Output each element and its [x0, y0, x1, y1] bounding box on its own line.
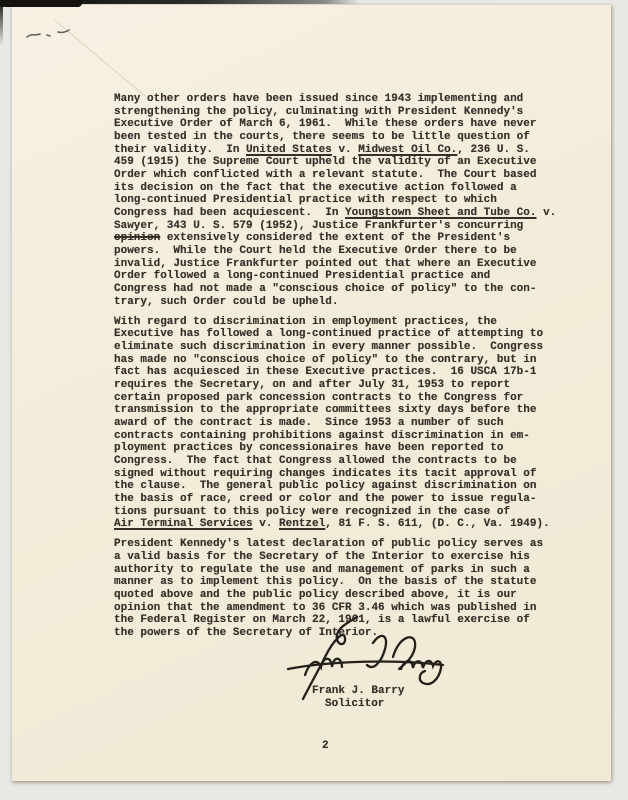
text-line: opinion extensively considered the extent of the President's	[114, 232, 511, 245]
text-line: their validity. In United States v. Midwest Oil Co., 236 U. S.	[114, 143, 530, 156]
text-line: Congress. The fact that Congress allowed the contracts to be	[114, 454, 517, 467]
text-line: opinion that the amendment to 36 CFR 3.46 which was published in	[114, 601, 537, 614]
text-line: certain proposed park concession contracts to the Congress for	[114, 391, 524, 404]
text-line: the powers of the Secretary of Interior.	[114, 626, 379, 639]
text-line: has made no "conscious choice of policy" to the contrary, but in	[114, 353, 537, 366]
ink-smudge	[25, 27, 77, 45]
text-line: Executive has followed a long-continued practice of attempting to	[114, 328, 544, 341]
paragraph-1	[114, 93, 566, 308]
text-line: the basis of race, creed or color and the power to issue regula-	[114, 492, 537, 505]
text-line: authority to regulate the use and management of parks in such a	[114, 563, 530, 576]
text-line: fact has acquiesced in these Executive practices. 16 USCA 17b-1	[114, 366, 537, 379]
text-line: Congress had been acquiescent. In Youngstown Sheet and Tube Co. v.	[114, 206, 557, 219]
text-line: ployment practices by concessionaires have been reported to	[114, 442, 504, 455]
paragraph-2	[114, 316, 566, 531]
signatory-name: Frank J. Barry	[312, 685, 405, 697]
text-line: signed without requiring changes indicates its tacit approval of	[114, 467, 537, 480]
text-line: Many other orders have been issued since 1943 implementing and	[114, 93, 524, 105]
text-line: contracts containing prohibitions against discrimination in em-	[114, 429, 530, 442]
text-line: Sawyer, 343 U. S. 579 (1952), Justice Frankfurter's concurring	[114, 219, 524, 232]
document-page	[12, 5, 611, 781]
text-line: the Federal Register on March 22, 1961, is a lawful exercise of	[114, 614, 530, 627]
text-line: award of the contract is made. Since 1953 a number of such	[114, 416, 504, 429]
text-line: trary, such Order could be upheld.	[114, 295, 339, 308]
text-line: Order followed a long-continued Presidential practice and	[114, 270, 491, 283]
text-line: requires the Secretary, on and after July 31, 1953 to report	[114, 378, 511, 391]
text-line: invalid, Justice Frankfurter pointed out that where an Executive	[114, 257, 537, 270]
text-line: Air Terminal Services v. Rentzel, 81 F. S. 611, (D. C., Va. 1949).	[114, 518, 550, 531]
text-line: With regard to discrimination in employment practices, the	[114, 315, 497, 328]
text-line: President Kennedy's latest declaration of public policy serves as	[114, 538, 544, 551]
text-line: tions pursuant to this policy were recognized in the case of	[114, 505, 511, 518]
scan-edge-corner	[0, 0, 82, 7]
text-line: manner as to implement this policy. On the basis of the statute	[114, 576, 537, 589]
text-line: 459 (1915) the Supreme Court upheld the validity of an Executive	[114, 156, 537, 169]
page-number: 2	[322, 740, 329, 752]
body-text	[114, 93, 566, 640]
scan-edge-left	[0, 0, 3, 46]
text-line: transmission to the appropriate committees sixty days before the	[114, 404, 537, 417]
text-line: powers. While the Court held the Executive Order there to be	[114, 244, 517, 257]
text-line: its decision on the fact that the executive action followed a	[114, 181, 517, 194]
text-line: Executive Order of March 6, 1961. While these orders have never	[114, 118, 537, 131]
text-line: strengthening the policy, culminating with President Kennedy's	[114, 105, 524, 118]
text-line: a valid basis for the Secretary of the Interior to exercise his	[114, 550, 530, 563]
signatory-title: Solicitor	[325, 698, 385, 710]
text-line: quoted above and the public policy described above, it is our	[114, 588, 517, 601]
text-line: the clause. The general public policy against discrimination on	[114, 480, 537, 493]
text-line: Order which conflicted with a relevant statute. The Court based	[114, 168, 537, 181]
text-line: been tested in the courts, there seems to be little question of	[114, 130, 530, 143]
text-line: long-continued Presidential practice with respect to which	[114, 194, 497, 207]
text-line: Congress had not made a "conscious choice of policy" to the con-	[114, 282, 537, 295]
text-line: eliminate such discrimination in every manner possible. Congress	[114, 340, 544, 353]
